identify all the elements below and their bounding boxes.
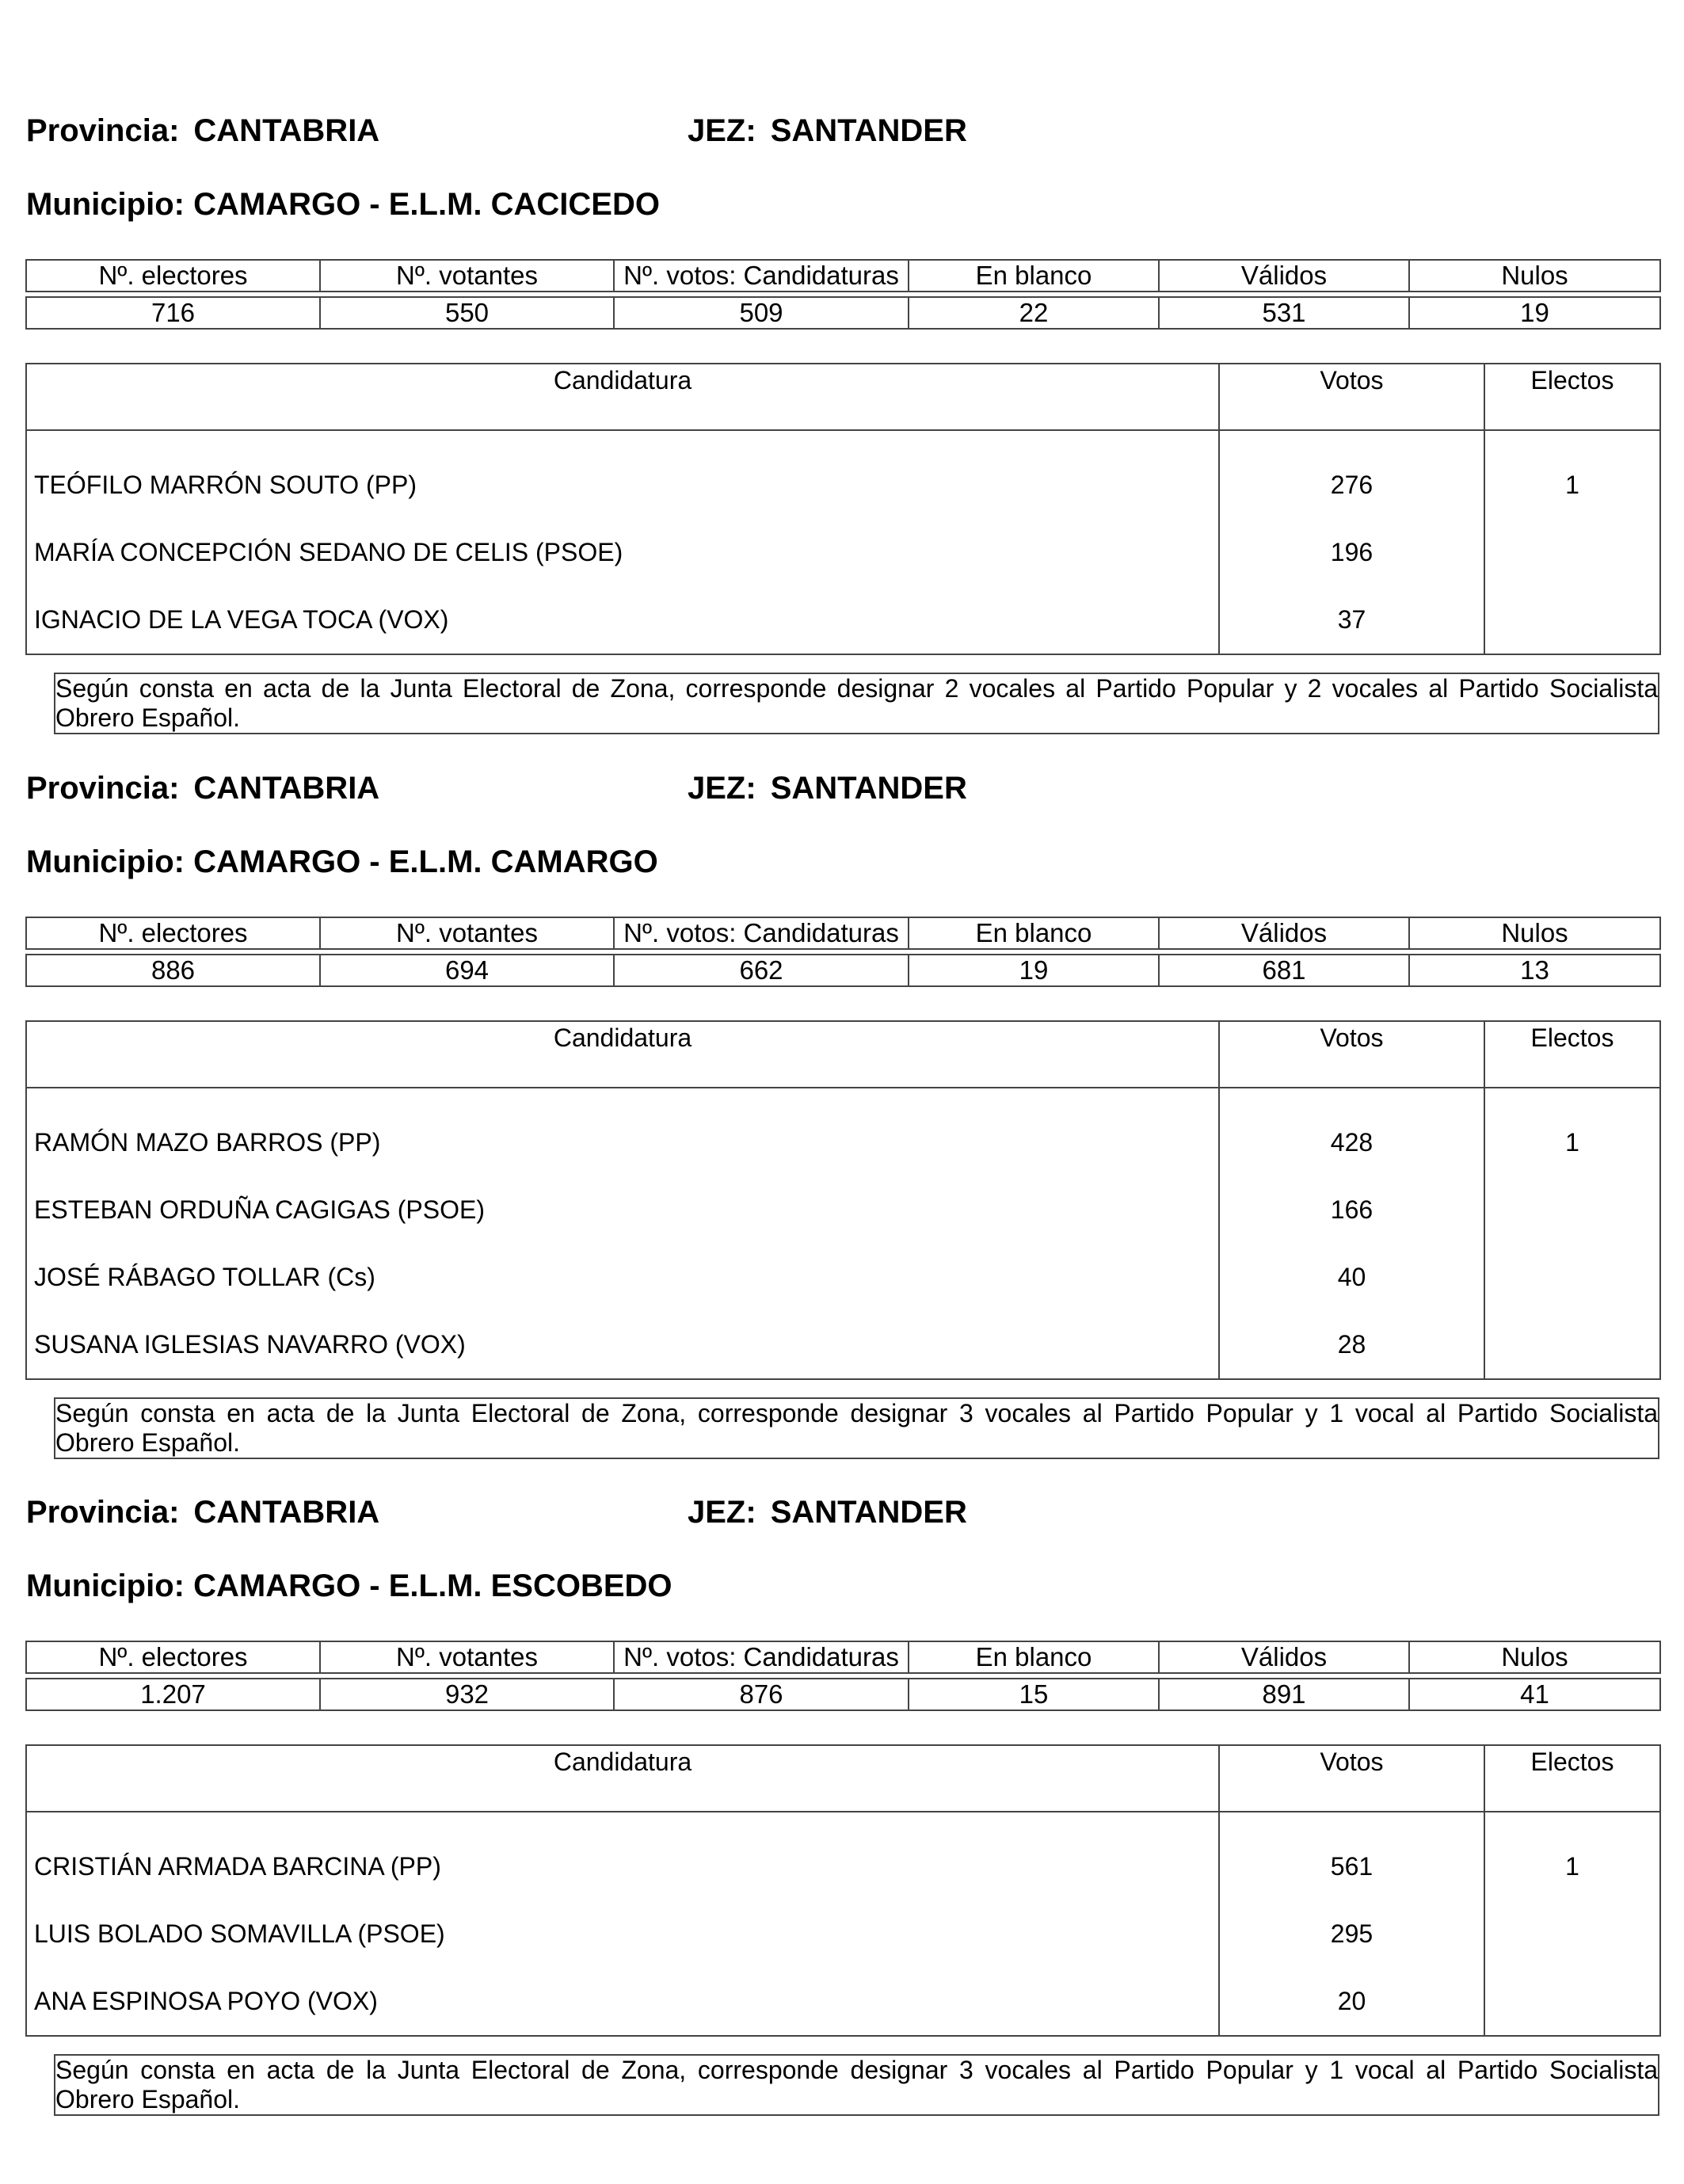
jez-value: SANTANDER	[770, 113, 967, 148]
stats-value: 550	[320, 297, 614, 329]
stats-value: 662	[614, 955, 909, 986]
municipio-value: CAMARGO - E.L.M. CAMARGO	[193, 844, 658, 879]
candidate-votes: 428	[1219, 1088, 1484, 1176]
note-line-1: Según consta en acta de la Junta Electoral de Zona, corresponde designar 2 vocales al Partido Popular y 2 vocales al Partido Socialista	[55, 674, 1658, 703]
stats-header: Nº. votantes	[320, 917, 614, 949]
provincia-heading: Provincia: CANTABRIA	[26, 771, 380, 806]
candidate-votes: 196	[1219, 519, 1484, 586]
jez-heading: JEZ: SANTANDER	[688, 113, 967, 148]
table-row	[26, 1812, 1660, 1900]
note-line-2: Obrero Español.	[55, 2085, 241, 2113]
stats-header: Nulos	[1409, 1641, 1660, 1673]
candidate-name: TEÓFILO MARRÓN SOUTO (PP)	[26, 430, 1219, 519]
stats-header: Nº. votantes	[320, 260, 614, 292]
stats-header: Nulos	[1409, 260, 1660, 292]
note-line-1: Según consta en acta de la Junta Electoral de Zona, corresponde designar 3 vocales al Partido Popular y 1 vocal al Partido Socialista	[55, 2056, 1658, 2084]
municipio-heading: Municipio: CAMARGO - E.L.M. ESCOBEDO	[26, 1568, 672, 1603]
provincia-heading: Provincia: CANTABRIA	[26, 113, 380, 148]
table-row	[26, 1311, 1660, 1379]
stats-header: Nulos	[1409, 917, 1660, 949]
table-row	[26, 1900, 1660, 1968]
candidate-name: IGNACIO DE LA VEGA TOCA (VOX)	[26, 586, 1219, 654]
note-line-1: Según consta en acta de la Junta Electoral de Zona, corresponde designar 3 vocales al Partido Popular y 1 vocal al Partido Socialista	[55, 1399, 1658, 1427]
stats-table	[25, 1641, 1661, 1711]
candidate-votes: 20	[1219, 1968, 1484, 2036]
candidate-name: MARÍA CONCEPCIÓN SEDANO DE CELIS (PSOE)	[26, 519, 1219, 586]
candidate-electos: 1	[1484, 1088, 1660, 1176]
candidate-votes: 40	[1219, 1244, 1484, 1311]
stats-header: En blanco	[909, 260, 1159, 292]
candidate-votes: 561	[1219, 1812, 1484, 1900]
stats-header: Nº. votos: Candidaturas	[614, 917, 909, 949]
candidate-votes: 276	[1219, 430, 1484, 519]
stats-value: 716	[26, 297, 320, 329]
candidate-votes: 295	[1219, 1900, 1484, 1968]
candidate-name: SUSANA IGLESIAS NAVARRO (VOX)	[26, 1311, 1219, 1379]
stats-header: Válidos	[1159, 1641, 1409, 1673]
candidate-electos	[1484, 1900, 1660, 1968]
stats-header: En blanco	[909, 1641, 1159, 1673]
stats-table	[25, 917, 1661, 987]
stats-value: 41	[1409, 1679, 1660, 1710]
table-row	[26, 1968, 1660, 2036]
jez-heading: JEZ: SANTANDER	[688, 771, 967, 806]
candidate-electos	[1484, 1244, 1660, 1311]
table-row	[26, 1244, 1660, 1311]
candidate-electos	[1484, 1968, 1660, 2036]
votos-header: Votos	[1219, 364, 1484, 430]
stats-value: 22	[909, 297, 1159, 329]
jez-value: SANTANDER	[770, 771, 967, 806]
electos-header: Electos	[1484, 1021, 1660, 1088]
table-row	[26, 519, 1660, 586]
table-row	[26, 1088, 1660, 1176]
municipio-heading: Municipio: CAMARGO - E.L.M. CACICEDO	[26, 187, 660, 222]
stats-header: Válidos	[1159, 260, 1409, 292]
stats-header: Nº. votos: Candidaturas	[614, 260, 909, 292]
note-line-2: Obrero Español.	[55, 703, 241, 732]
candidate-name: ESTEBAN ORDUÑA CAGIGAS (PSOE)	[26, 1176, 1219, 1244]
table-row	[26, 586, 1660, 654]
provincia-value: CANTABRIA	[193, 113, 380, 148]
stats-header: Nº. electores	[26, 260, 320, 292]
stats-value: 891	[1159, 1679, 1409, 1710]
stats-value: 681	[1159, 955, 1409, 986]
stats-value: 509	[614, 297, 909, 329]
stats-value: 13	[1409, 955, 1660, 986]
note-line-2: Obrero Español.	[55, 1428, 241, 1457]
stats-value: 932	[320, 1679, 614, 1710]
candidate-votes: 28	[1219, 1311, 1484, 1379]
stats-value: 886	[26, 955, 320, 986]
jez-value: SANTANDER	[770, 1495, 967, 1530]
candidate-electos	[1484, 519, 1660, 586]
candidate-name: RAMÓN MAZO BARROS (PP)	[26, 1088, 1219, 1176]
stats-value: 694	[320, 955, 614, 986]
stats-value: 876	[614, 1679, 909, 1710]
candidate-name: LUIS BOLADO SOMAVILLA (PSOE)	[26, 1900, 1219, 1968]
candidate-votes: 166	[1219, 1176, 1484, 1244]
acta-note	[54, 2054, 1659, 2116]
candidate-electos: 1	[1484, 430, 1660, 519]
stats-table	[25, 259, 1661, 330]
table-row	[26, 1176, 1660, 1244]
candidate-name: ANA ESPINOSA POYO (VOX)	[26, 1968, 1219, 2036]
candidatura-header: Candidatura	[26, 364, 1219, 430]
stats-value: 15	[909, 1679, 1159, 1710]
provincia-value: CANTABRIA	[193, 1495, 380, 1530]
stats-value: 19	[909, 955, 1159, 986]
candidate-name: JOSÉ RÁBAGO TOLLAR (Cs)	[26, 1244, 1219, 1311]
jez-heading: JEZ: SANTANDER	[688, 1495, 967, 1530]
municipio-value: CAMARGO - E.L.M. ESCOBEDO	[193, 1568, 672, 1603]
candidate-votes: 37	[1219, 586, 1484, 654]
candidate-name: CRISTIÁN ARMADA BARCINA (PP)	[26, 1812, 1219, 1900]
provincia-heading: Provincia: CANTABRIA	[26, 1495, 380, 1530]
electos-header: Electos	[1484, 364, 1660, 430]
votos-header: Votos	[1219, 1021, 1484, 1088]
municipio-section	[0, 1382, 1684, 2114]
votos-header: Votos	[1219, 1745, 1484, 1812]
candidates-table	[25, 1020, 1661, 1380]
candidates-table	[25, 1744, 1661, 2037]
stats-header: Nº. electores	[26, 917, 320, 949]
stats-header: Nº. electores	[26, 1641, 320, 1673]
stats-value: 531	[1159, 297, 1409, 329]
table-row	[26, 430, 1660, 519]
candidate-electos: 1	[1484, 1812, 1660, 1900]
candidatura-header: Candidatura	[26, 1745, 1219, 1812]
candidate-electos	[1484, 1311, 1660, 1379]
municipio-section	[0, 657, 1684, 1457]
stats-value: 1.207	[26, 1679, 320, 1710]
electos-header: Electos	[1484, 1745, 1660, 1812]
municipio-section	[0, 0, 1684, 733]
candidatura-header: Candidatura	[26, 1021, 1219, 1088]
municipio-heading: Municipio: CAMARGO - E.L.M. CAMARGO	[26, 844, 658, 879]
stats-header: Válidos	[1159, 917, 1409, 949]
candidate-electos	[1484, 586, 1660, 654]
stats-header: Nº. votos: Candidaturas	[614, 1641, 909, 1673]
candidates-table	[25, 363, 1661, 655]
municipio-value: CAMARGO - E.L.M. CACICEDO	[193, 187, 660, 222]
provincia-value: CANTABRIA	[193, 771, 380, 806]
stats-value: 19	[1409, 297, 1660, 329]
candidate-electos	[1484, 1176, 1660, 1244]
stats-header: En blanco	[909, 917, 1159, 949]
stats-header: Nº. votantes	[320, 1641, 614, 1673]
